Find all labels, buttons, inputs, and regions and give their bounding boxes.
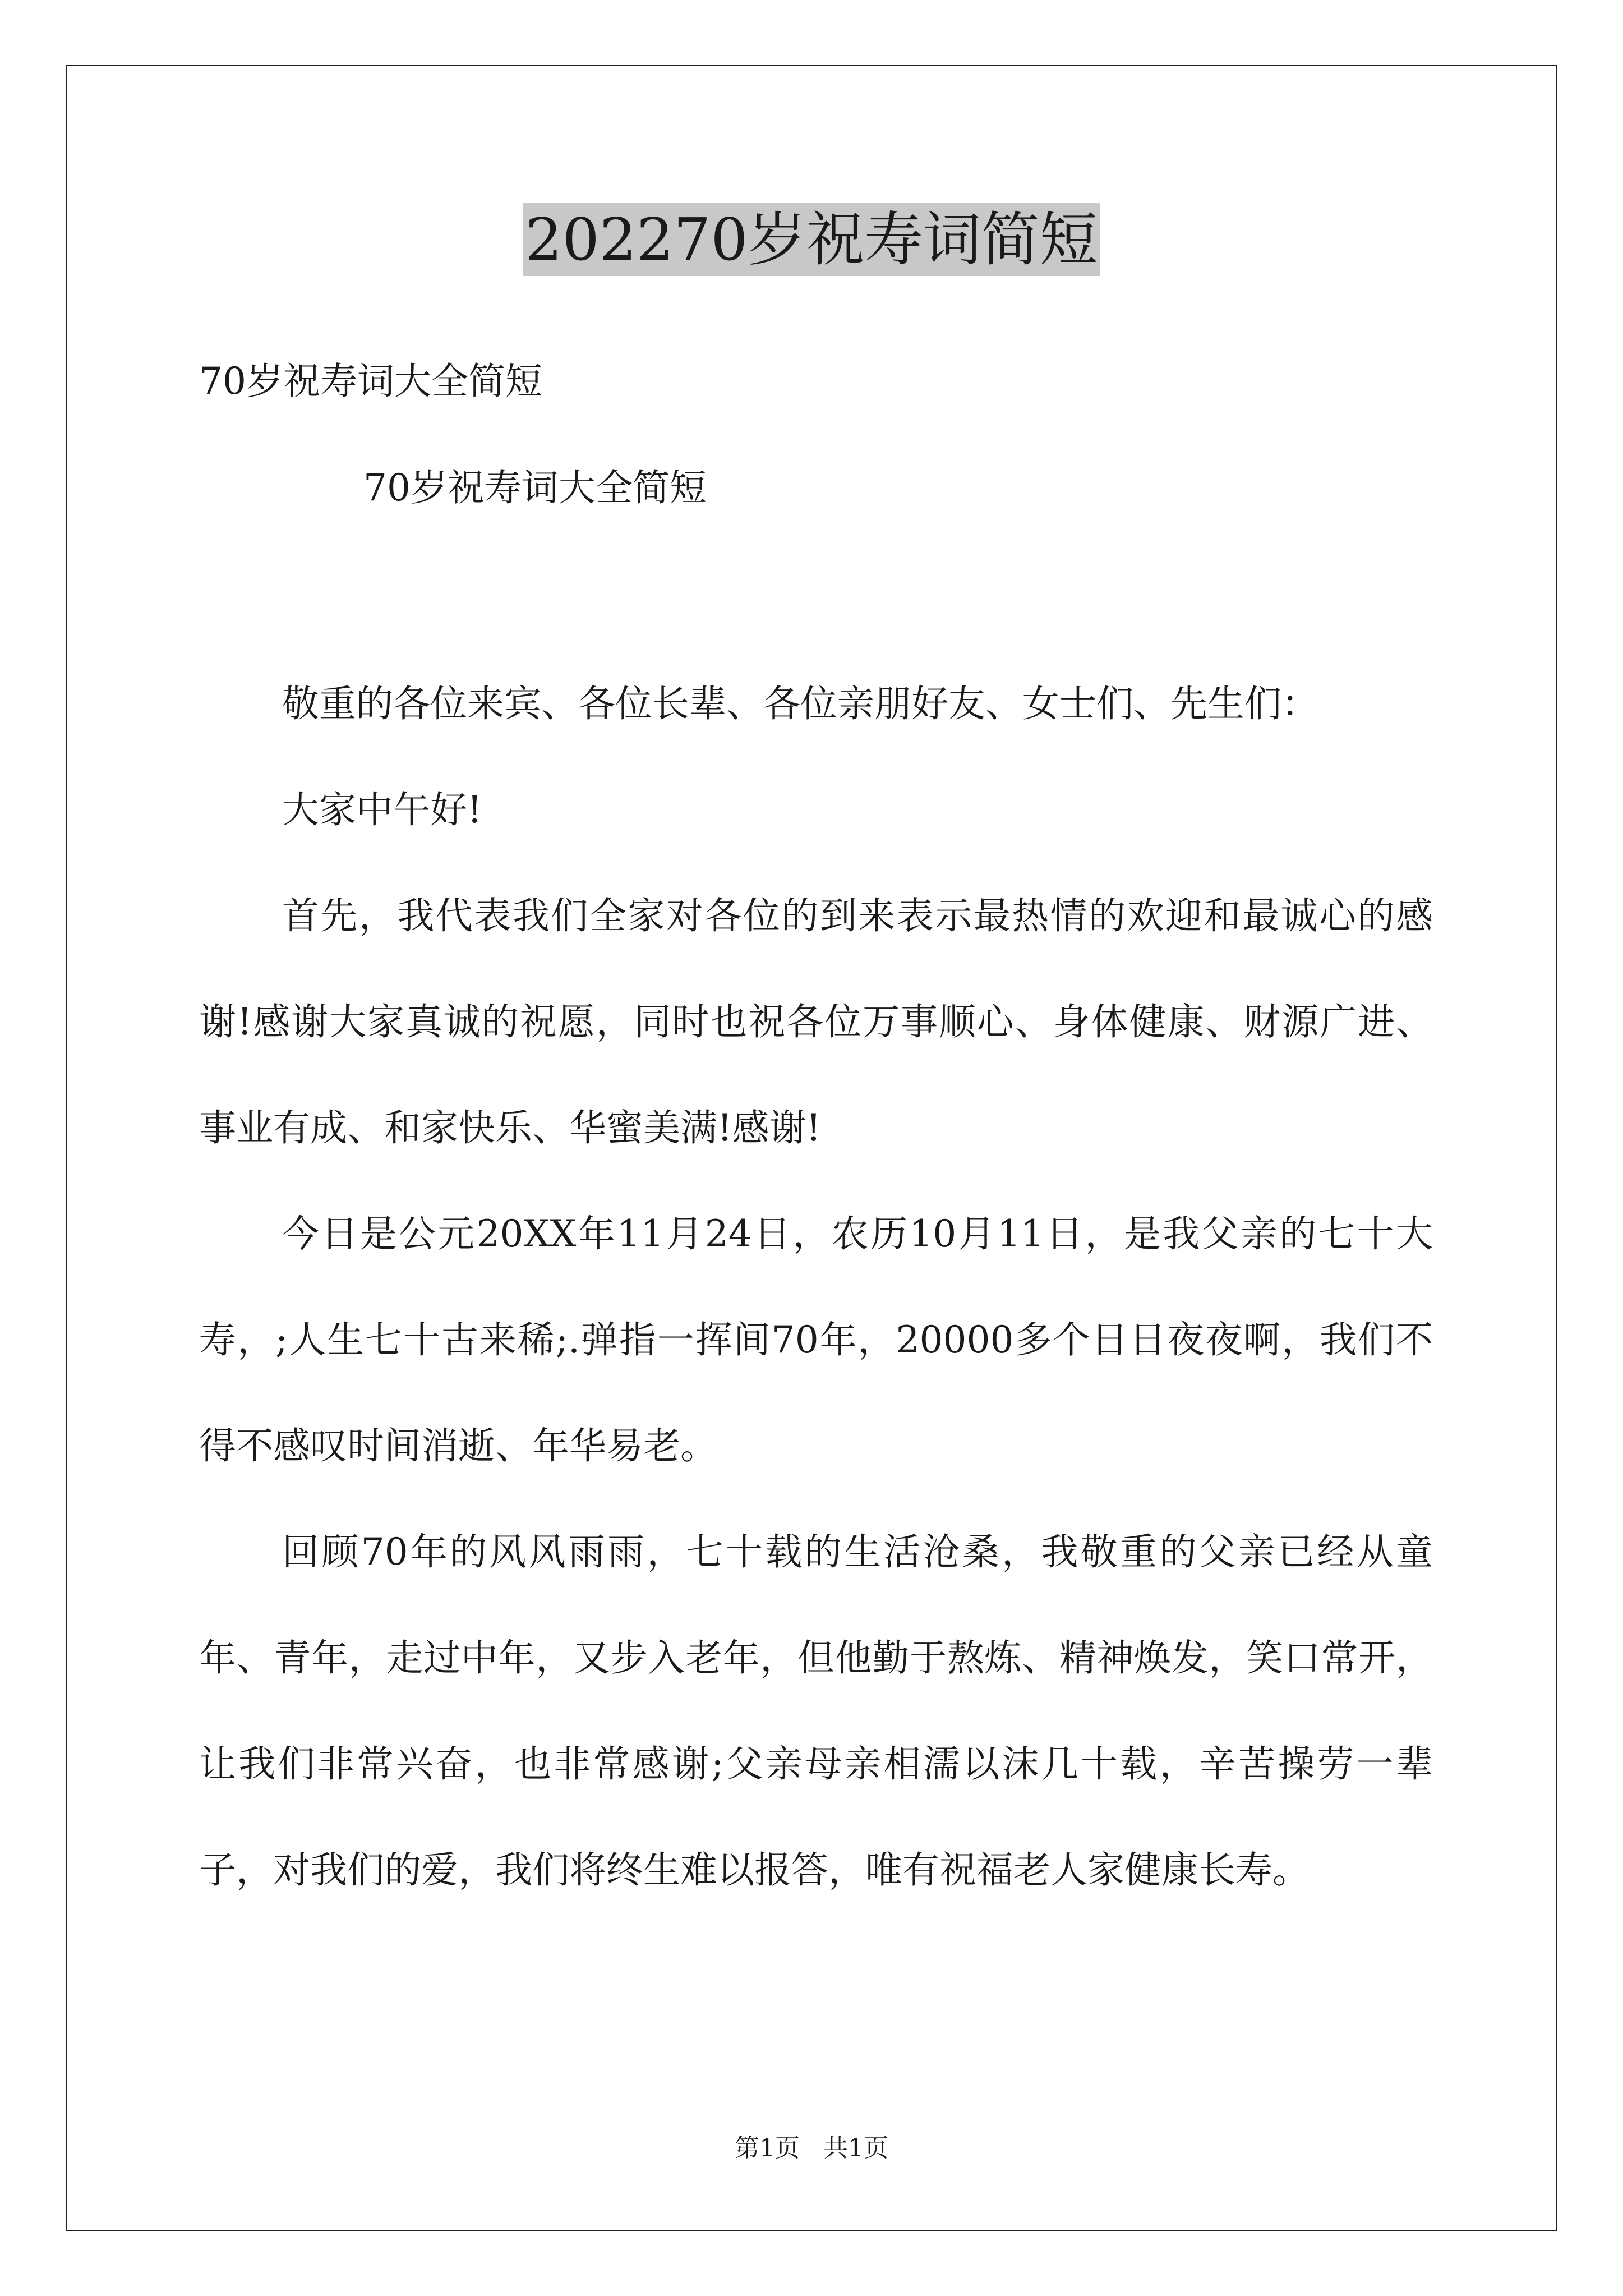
- paragraph-greeting: 敬重的各位来宾、各位长辈、各位亲朋好友、女士们、先生们：: [282, 682, 1318, 725]
- paragraph-review: 回顾70年的风风雨雨，七十载的生活沧桑，我敬重的父亲已经从童年、青年，走过中年，又步入老年，但他勤于熬炼、精神焕发，笑口常开，让我们非常兴奋，也非常感谢;父亲母亲相濡以沫几十载，辛苦操劳一辈子，对我们的爱，我们将终生难以报答，唯有祝福老人家健康长寿。: [199, 1530, 1433, 1892]
- page-number-current: 第1页: [735, 2134, 800, 2162]
- page-footer: [0, 2132, 1623, 2165]
- paragraph-hello: 大家中午好!: [282, 788, 482, 831]
- title-container: [0, 203, 1623, 276]
- document-title: 202270岁祝寿词简短: [523, 203, 1100, 276]
- document-body: [199, 651, 1433, 1923]
- page-number-total: 共1页: [823, 2134, 888, 2162]
- subtitle-left: 70岁祝寿词大全简短: [199, 360, 542, 403]
- paragraph-welcome: 首先，我代表我们全家对各位的到来表示最热情的欢迎和最诚心的感谢!感谢大家真诚的祝愿，同时也祝各位万事顺心、身体健康、财源广进、事业有成、和家快乐、华蜜美满!感谢!: [199, 894, 1433, 1149]
- subtitle-indented: 70岁祝寿词大全简短: [363, 466, 707, 509]
- paragraph-birthday: 今日是公元20XX年11月24日，农历10月11日，是我父亲的七十大寿，;人生七十古来稀;.弹指一挥间70年，20000多个日日夜夜啊，我们不得不感叹时间消逝、年华易老。: [199, 1212, 1433, 1467]
